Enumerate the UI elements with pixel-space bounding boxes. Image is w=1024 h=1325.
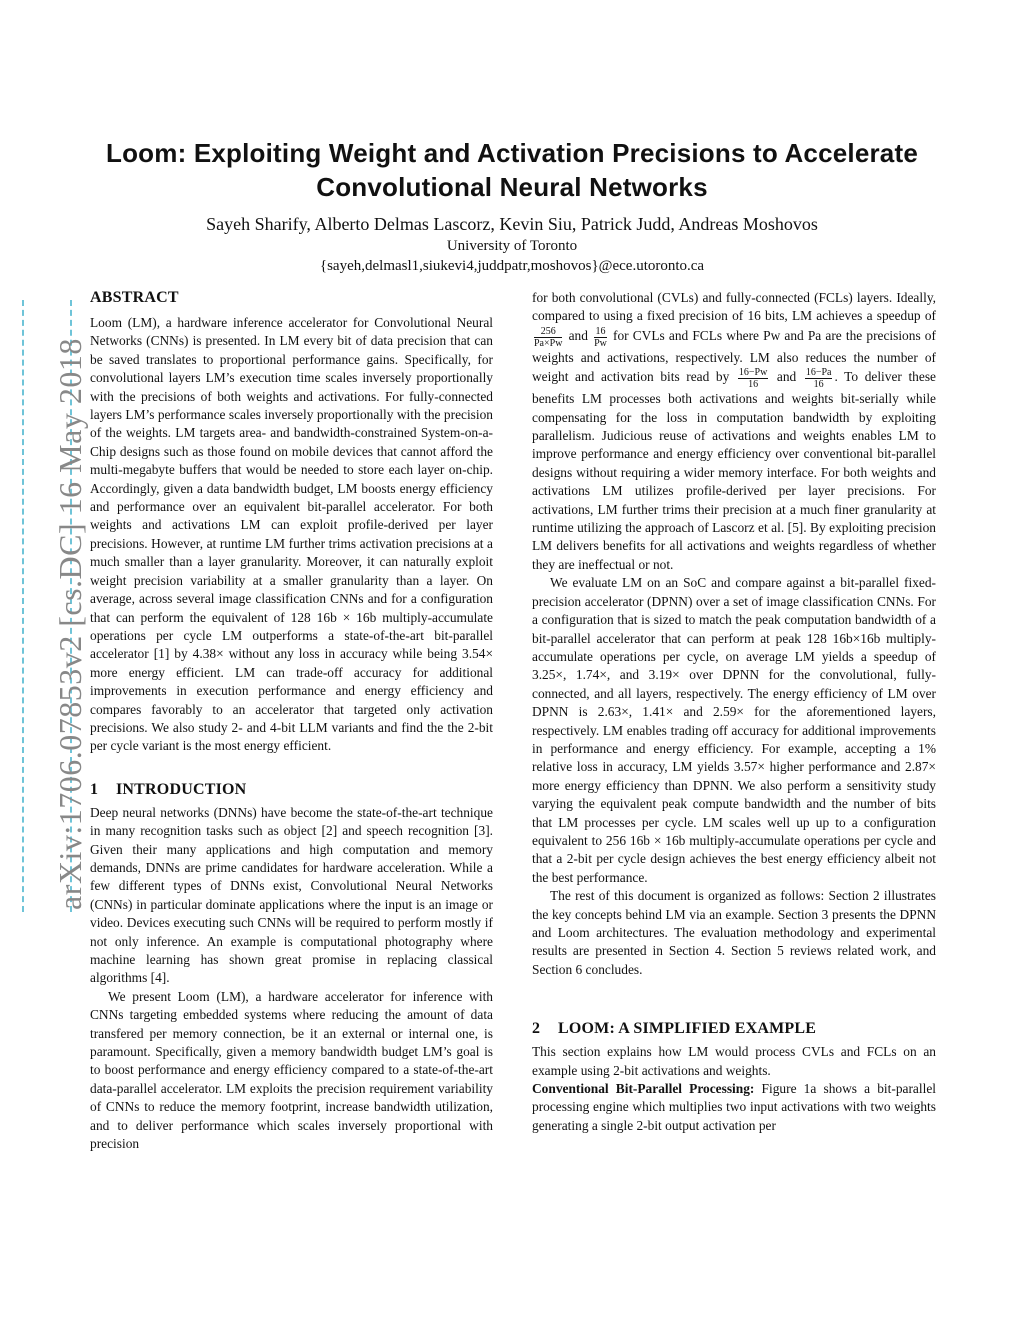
text-run: Figure 1a shows a bit-parallel processing engine which multiplies two input activations with two weights generating a single 2-bit output activation per	[532, 1081, 936, 1133]
email: {sayeh,delmasl1,siukevi4,juddpatr,moshovos}@ece.utoronto.ca	[319, 258, 705, 274]
fraction-speedup-fcl	[594, 326, 607, 349]
text-run: for both convolutional (CVLs) and fully-connected (FCLs) layers. Ideally, compared to using a fixed precision of 16 bits, LM achieves a speedup of	[532, 290, 936, 324]
text-run: and	[776, 369, 797, 385]
fraction-speedup-cvl	[534, 326, 562, 349]
section-number: 2	[532, 1020, 541, 1038]
intro-paragraph-2: We present Loom (LM), a hardware accelerator for inference with CNNs targeting embedded systems where reducing the amount of data transfered per memory connection, be it an external or internal one, is paramount. Specifically, given a memory bandwidth budget LM’s goal is to boost performance and energy efficiency compared to a state-of-the-art data-parallel accelerator. LM exploits the precision requirement variability of CNNs to reduce the memory footprint, increase bandwidth utilization, and to deliver performance which scales inversely proportional with precision	[90, 988, 493, 1152]
intro-paragraph-4: We evaluate LM on an SoC and compare against a bit-parallel fixed-precision accelerator (DPNN) over a set of image classification CNNs. For a configuration that is sized to match the peak computation bandwidth of a bit-parallel accelerator that can perform at peak 128 16b×16b multiply-accumulate operations per cycle, on average LM yields a speedup of 3.25×, 1.74×, and 3.19× over DPNN for the convolutional, fully-connected, and all layers, respectively. The energy efficiency of LM over DPNN is 2.63×, 1.41× and 2.59× for the aforementioned layers, respectively. LM enables trading off accuracy for additional improvements in performance and energy efficiency. For example, accepting a 1% relative loss in accuracy, LM yields 3.57× higher performance and 2.87× more energy efficiency than DPNN. We also perform a sensitivity study varying the equivalent peak compute bandwidth and the number of bits that LM processes per cycle. LM scales well up up to a configuration equivalent to 256 16b × 16b multiply-accumulate operations per cycle and that a 2-bit per cycle design achieves the best energy efficiency albeit not the best performance.	[532, 575, 936, 885]
fraction-weight-bits	[738, 367, 768, 390]
authors: Sayeh Sharify, Alberto Delmas Lascorz, Kevin Siu, Patrick Judd, Andreas Moshovos	[206, 214, 818, 234]
frac-den: 16	[748, 379, 759, 391]
intro-paragraph-3	[532, 289, 936, 574]
affiliation: University of Toronto	[446, 238, 578, 254]
frac-num: 16−Pw	[738, 367, 768, 379]
runin-heading: Conventional Bit-Parallel Processing:	[532, 1081, 755, 1097]
section2-paragraph-2	[532, 1080, 936, 1135]
intro-paragraph-5: The rest of this document is organized as follows: Section 2 illustrates the key concepts behind LM via an example. Section 3 presents the DPNN and Loom architectures. The evaluation methodology and experimental results are presented in Section 4. Section 5 reviews related work, and Section 6 concludes.	[532, 888, 936, 977]
left-column	[90, 288, 493, 1153]
title-line-2: Convolutional Neural Networks	[316, 172, 708, 202]
frac-den: 16	[813, 379, 824, 391]
frac-den: Pw	[594, 337, 607, 349]
intro-paragraph-1: Deep neural networks (DNNs) have become the state-of-the-art technique in many recognition tasks such as object [2] and speech recognition [3]. Given their many applications and high computation and memory demands, DNNs are prime candidates for hardware acceleration. While a few different types of DNNs exist, Convolutional Neural Networks (CNNs) in particular dominate applications where the input is an image or video. Devices executing such CNNs will be required to perform mostly if not only inference. An example is computational photography where machine learning has shown great promise in replacing classical algorithms [4].	[90, 804, 493, 986]
section2-paragraph-1: This section explains how LM would process CVLs and FCLs on an example using 2-bit activations and weights.	[532, 1044, 936, 1078]
text-run: . To deliver these benefits LM processes both activations and weights bit-serially while compensating for the loss in computation bandwidth by exploiting parallelism. Judicious reuse of activations and weights enables LM to improve performance and energy efficiency over conventional bit-parallel designs without requiring a wider memory interface. For both weights and activations LM utilizes profile-derived per layer precisions. For activations, LM further trims their precision at a much finer granularity at runtime utilizing the approach of Lascorz et al. [5]. By exploiting precision LM delivers benefits for all activations and weights regardless of whether they are ineffectual or not.	[532, 369, 936, 572]
frac-num: 16−Pa	[805, 367, 832, 379]
frac-den: Pa×Pw	[534, 337, 563, 349]
title-line-1: Loom: Exploiting Weight and Activation Precisions to Accelerate	[106, 138, 918, 168]
section-heading-simplified-example	[532, 1019, 936, 1039]
text-run: and	[568, 327, 588, 343]
section-heading-introduction	[90, 780, 493, 800]
frac-num: 16	[595, 325, 606, 337]
abstract-text: Loom (LM), a hardware inference accelerator for Convolutional Neural Networks (CNNs) is presented. In LM every bit of data precision that can be saved translates to proportional performance gains. Specifically, for convolutional layers LM’s execution time scales inversely proportionally with the precisions of both weights and activations. For fully-connected layers LM’s performance scales inversely proportionally with the precision of the weights. LM targets area- and bandwidth-constrained System-on-a-Chip designs such as those found on mobile devices that cannot afford the multi-megabyte buffers that would be needed to store each layer on-chip. Accordingly, given a data bandwidth budget, LM boosts energy efficiency and performance over an equivalent bit-parallel accelerator. For both weights and activations LM can exploit profile-derived per layer precisions. However, at runtime LM further trims activation precisions at a much smaller than a layer granularity. Moreover, it can naturally exploit weight precision variability at a smaller granularity than a layer. On average, across several image classification CNNs and for a configuration that can perform the equivalent of 128 16b × 16b multiply-accumulate operations per cycle LM outperforms a state-of-the-art bit-parallel accelerator [1] by 4.38× without any loss in accuracy while being 3.54× more energy efficient. LM can trade-off accuracy for additional improvements in execution performance and energy efficiency and compares favorably to an accelerator that targeted only activation precisions. We also study 2- and 4-bit LLM variants and find the the 2-bit per cycle variant is the most energy efficient.	[90, 315, 493, 754]
section-title: INTRODUCTION	[116, 780, 247, 798]
section-number: 1	[90, 780, 99, 798]
paper-title	[60, 136, 964, 204]
fraction-activation-bits	[805, 367, 833, 390]
right-column	[532, 289, 936, 1135]
frac-num: 256	[534, 326, 562, 338]
section-title: LOOM: A SIMPLIFIED EXAMPLE	[558, 1020, 817, 1038]
abstract-heading: ABSTRACT	[90, 289, 179, 306]
text-run: for CVLs and FCLs where Pw and Pa are the precisions of weights and activations, respectively. LM also reduces the number of weight and activation bits read by	[532, 327, 936, 385]
arxiv-watermark: arXiv:1706.07853v2 [cs.DC] 16 May 2018	[52, 338, 88, 910]
